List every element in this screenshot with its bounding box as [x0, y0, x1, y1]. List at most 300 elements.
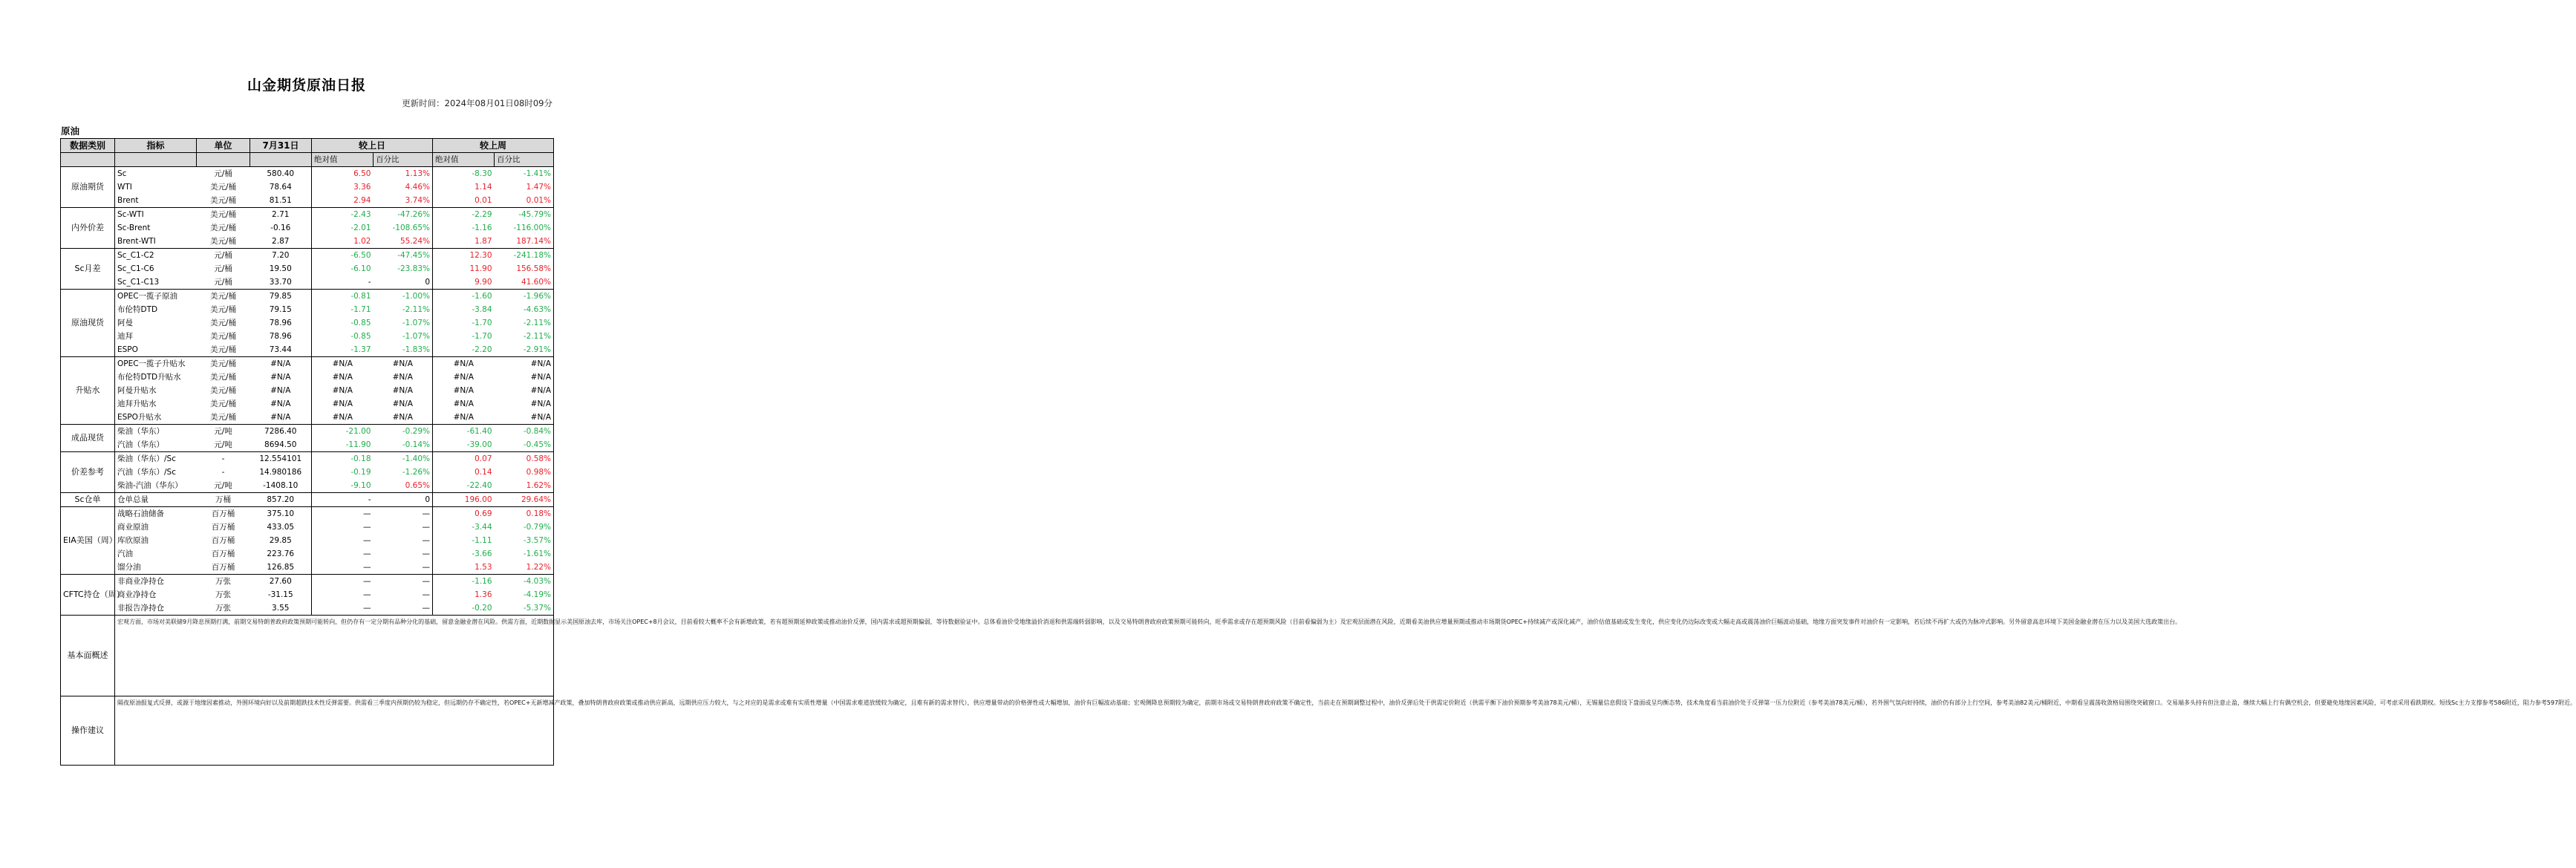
- subheader-blank: [250, 153, 312, 167]
- day-abs-cell: -21.00: [345, 427, 371, 436]
- day-pct-cell: -108.65%: [374, 221, 433, 235]
- indicator-cell: 馏分油: [115, 561, 197, 575]
- col-header-vs-day: 较上日: [312, 139, 433, 153]
- unit-cell: 元/桶: [214, 264, 232, 273]
- unit-cell: 百万桶: [211, 509, 235, 518]
- week-abs-cell: -1.60: [472, 292, 492, 301]
- unit-cell: 美元/桶: [209, 359, 237, 368]
- day-abs-cell: -9.10: [312, 479, 374, 493]
- week-abs-cell: 0.14: [475, 468, 492, 477]
- value-cell: 8694.50: [250, 438, 312, 452]
- week-abs-cell: 1.87: [433, 235, 495, 249]
- week-pct-cell: 1.22%: [495, 561, 554, 575]
- category-cell: Sc仓单: [61, 493, 115, 507]
- operation-text: 隔夜原油报复式反弹，或源于地缘因素推动，外围环境向好以及前期超跌技术性反弹需要。供需看三季度内预期仍较为稳定，但远期仍存不确定性，若OPEC+无新增减产政策，叠加特朗普政府政策或推动供应新高，远期供应压力较大，与之对应的是需求或难有实质性增量（中国需求难道放缓较为确定，且难有新的需求替代），供应增量带动的价格弹性或大幅增加，油价有巨幅波动基础；宏观侧降息预期较为确定，前期市场或交易特朗普政府政策不确定性，当前走在预期调整过程中，油价反弹后处于供需定价附近（供需平衡下油价预期参考美油78美元/桶），无锡量信息假设下盘面或呈均衡态势，技术角度看当前油价处于反弹第一压力位附近（参考美油78美元/桶），若外围气氛向好持续，油价仍有部分上行空间，参考美油82美元/桶附近，中期看呈震荡收敛格局围绕突破窗口。交易端多头持有但注意止盈，继续大幅上行有偶空机会，但要避免地缘因素风险，可考虑采用看跌期权。短线Sc主力支撑参考586附近，阻力参考597附近。: [115, 696, 554, 766]
- table-row: [61, 534, 554, 547]
- day-abs-cell: #N/A: [332, 399, 353, 408]
- day-pct-cell: —: [374, 601, 433, 616]
- week-abs-cell: 1.53: [433, 561, 495, 575]
- day-pct-cell: 4.46%: [374, 180, 433, 194]
- col-header-unit: 单位: [197, 139, 250, 153]
- day-abs-cell: -1.71: [350, 305, 371, 314]
- category-cell: Sc月差: [61, 249, 115, 290]
- indicator-cell: Sc-Brent: [115, 221, 197, 235]
- unit-cell: 万张: [197, 601, 250, 616]
- indicator-cell: 汽油（华东）: [115, 438, 197, 452]
- week-pct-cell: 187.14%: [495, 235, 554, 249]
- indicator-cell: Sc_C1-C6: [115, 262, 197, 275]
- indicator-cell: 库欣原油: [115, 534, 197, 547]
- table-row: [61, 262, 554, 275]
- unit-cell: 万桶: [197, 493, 250, 507]
- indicator-cell: Sc-WTI: [115, 208, 197, 222]
- week-pct-cell: -0.79%: [523, 523, 552, 532]
- unit-cell: 百万桶: [211, 549, 235, 558]
- value-cell: 79.15: [250, 303, 312, 316]
- week-pct-cell: 156.58%: [516, 264, 552, 273]
- day-pct-cell: 0: [374, 275, 433, 290]
- day-abs-cell: —: [363, 523, 371, 532]
- subheader-blank: [197, 153, 250, 167]
- subheader-blank: [61, 153, 115, 167]
- day-pct-cell: -1.40%: [374, 452, 433, 466]
- week-abs-cell: -1.16: [472, 577, 492, 586]
- unit-cell: 美元/桶: [197, 194, 250, 208]
- week-pct-cell: #N/A: [495, 411, 554, 425]
- value-cell: 2.71: [250, 208, 312, 222]
- value-cell: 81.51: [250, 194, 312, 208]
- unit-cell: 美元/桶: [209, 223, 237, 232]
- indicator-cell: OPEC一揽子原油: [115, 290, 197, 304]
- day-pct-cell: #N/A: [374, 397, 433, 411]
- table-row: [61, 397, 554, 411]
- week-abs-cell: 0.07: [475, 454, 492, 463]
- day-abs-cell: 6.50: [353, 169, 371, 178]
- week-abs-cell: #N/A: [453, 399, 474, 408]
- day-abs-cell: —: [363, 590, 371, 599]
- table-row: [61, 303, 554, 316]
- update-time: 更新时间：2024年08月01日08时09分: [402, 98, 552, 108]
- category-cell: 成品现货: [61, 425, 115, 452]
- subheader-pct-week: 百分比: [495, 153, 554, 167]
- indicator-cell: 汽油: [115, 547, 197, 561]
- table-row: [61, 452, 554, 466]
- indicator-cell: ESPO升贴水: [115, 411, 197, 425]
- indicator-cell: Sc_C1-C2: [115, 249, 197, 263]
- indicator-cell: 阿曼: [115, 316, 197, 330]
- unit-cell: -: [221, 454, 225, 463]
- day-abs-cell: -0.85: [350, 332, 371, 341]
- value-cell: 14.980186: [250, 466, 312, 479]
- col-header-date: 7月31日: [250, 139, 312, 153]
- week-abs-cell: 9.90: [433, 275, 495, 290]
- week-abs-cell: 1.14: [475, 183, 492, 192]
- week-abs-cell: 196.00: [433, 493, 495, 507]
- unit-cell: 万张: [215, 590, 231, 599]
- day-abs-cell: —: [312, 601, 374, 616]
- day-abs-cell: -1.37: [312, 343, 374, 357]
- week-abs-cell: -2.29: [472, 210, 492, 219]
- week-pct-cell: -4.03%: [523, 577, 552, 586]
- table-row: [61, 330, 554, 343]
- week-pct-cell: #N/A: [530, 399, 552, 408]
- day-pct-cell: —: [374, 547, 433, 561]
- week-pct-cell: -241.18%: [513, 251, 552, 260]
- day-abs-cell: -6.10: [350, 264, 371, 273]
- day-pct-cell: -1.26%: [374, 466, 433, 479]
- table-row: [61, 249, 554, 263]
- indicator-cell: OPEC一揽子升贴水: [115, 357, 197, 371]
- section-title: 原油: [61, 125, 80, 137]
- value-cell: 78.96: [250, 316, 312, 330]
- day-abs-cell: #N/A: [332, 359, 353, 368]
- unit-cell: 元/桶: [214, 251, 232, 260]
- value-cell: 73.44: [250, 343, 312, 357]
- table-row: [61, 547, 554, 561]
- operation-label: 操作建议: [61, 696, 115, 766]
- week-abs-cell: -1.16: [472, 223, 492, 232]
- day-pct-cell: -23.83%: [374, 262, 433, 275]
- unit-cell: 元/吨: [197, 438, 250, 452]
- unit-cell: 美元/桶: [209, 386, 237, 395]
- week-abs-cell: 12.30: [469, 251, 492, 260]
- unit-cell: 美元/桶: [209, 332, 237, 341]
- day-pct-cell: 3.74%: [374, 194, 433, 208]
- unit-cell: 美元/桶: [209, 319, 237, 327]
- day-pct-cell: -47.26%: [374, 208, 433, 222]
- table-row: [61, 357, 554, 371]
- subheader-abs: 绝对值: [312, 153, 374, 167]
- week-pct-cell: -5.37%: [495, 601, 554, 616]
- table-row: [61, 561, 554, 575]
- col-header-indicator: 指标: [115, 139, 197, 153]
- day-abs-cell: #N/A: [332, 386, 353, 395]
- table-row: [61, 438, 554, 452]
- day-pct-cell: —: [374, 588, 433, 601]
- table-row: [61, 507, 554, 521]
- table-row: [61, 316, 554, 330]
- day-pct-cell: —: [374, 561, 433, 575]
- day-abs-cell: 1.02: [312, 235, 374, 249]
- operation-row: [61, 696, 554, 766]
- table-row: [61, 588, 554, 601]
- unit-cell: 美元/桶: [209, 399, 237, 408]
- category-cell: 原油现货: [61, 290, 115, 357]
- day-pct-cell: #N/A: [374, 411, 433, 425]
- day-abs-cell: —: [363, 509, 371, 518]
- week-pct-cell: -1.96%: [523, 292, 552, 301]
- indicator-cell: 柴油（华东）: [115, 425, 197, 439]
- value-cell: -1408.10: [250, 479, 312, 493]
- week-abs-cell: #N/A: [453, 386, 474, 395]
- category-cell: 价差参考: [61, 452, 115, 493]
- subheader-blank: [115, 153, 197, 167]
- indicator-cell: 商业原油: [115, 521, 197, 534]
- table-row: [61, 290, 554, 304]
- value-cell: #N/A: [250, 384, 312, 397]
- value-cell: 78.96: [250, 330, 312, 343]
- unit-cell: 美元/桶: [209, 292, 237, 301]
- indicator-cell: 布伦特DTD: [115, 303, 197, 316]
- week-abs-cell: 11.90: [469, 264, 492, 273]
- day-abs-cell: -2.43: [350, 210, 371, 219]
- unit-cell: 百万桶: [197, 561, 250, 575]
- indicator-cell: 战略石油储备: [115, 507, 197, 521]
- day-abs-cell: 2.94: [312, 194, 374, 208]
- day-pct-cell: -1.00%: [374, 290, 433, 304]
- week-pct-cell: -2.11%: [523, 332, 552, 341]
- value-cell: 375.10: [250, 507, 312, 521]
- day-abs-cell: -0.18: [350, 454, 371, 463]
- indicator-cell: 仓单总量: [115, 493, 197, 507]
- indicator-cell: Sc: [115, 167, 197, 181]
- day-pct-cell: 0: [374, 493, 433, 507]
- indicator-cell: 迪拜升贴水: [115, 397, 197, 411]
- day-abs-cell: -: [312, 275, 374, 290]
- day-pct-cell: —: [374, 521, 433, 534]
- table-row: [61, 384, 554, 397]
- week-pct-cell: 1.47%: [526, 183, 552, 192]
- week-abs-cell: -3.44: [472, 523, 492, 532]
- indicator-cell: Sc_C1-C13: [115, 275, 197, 290]
- value-cell: 2.87: [250, 235, 312, 249]
- week-abs-cell: -8.30: [472, 169, 492, 178]
- table-row: [61, 275, 554, 290]
- week-pct-cell: 0.98%: [526, 468, 552, 477]
- day-pct-cell: —: [374, 575, 433, 589]
- day-pct-cell: -2.11%: [374, 303, 433, 316]
- day-pct-cell: -0.29%: [374, 425, 433, 439]
- day-pct-cell: -0.14%: [374, 438, 433, 452]
- table-row: [61, 221, 554, 235]
- day-pct-cell: -1.07%: [374, 330, 433, 343]
- week-abs-cell: #N/A: [453, 373, 474, 382]
- day-pct-cell: 0.65%: [374, 479, 433, 493]
- day-abs-cell: -0.85: [350, 319, 371, 327]
- value-cell: 580.40: [250, 167, 312, 181]
- col-header-category: 数据类别: [61, 139, 115, 153]
- crude-oil-table: [60, 138, 2576, 766]
- week-pct-cell: 0.01%: [495, 194, 554, 208]
- indicator-cell: ESPO: [115, 343, 197, 357]
- value-cell: 27.60: [250, 575, 312, 589]
- week-abs-cell: 0.69: [475, 509, 492, 518]
- value-cell: 29.85: [250, 534, 312, 547]
- unit-cell: 美元/桶: [209, 183, 237, 192]
- value-cell: 7.20: [250, 249, 312, 263]
- table-row: [61, 411, 554, 425]
- unit-cell: 元/桶: [214, 169, 232, 178]
- value-cell: 857.20: [250, 493, 312, 507]
- value-cell: 33.70: [250, 275, 312, 290]
- table-row: [61, 371, 554, 384]
- indicator-cell: 商业净持仓: [115, 588, 197, 601]
- table-row: [61, 235, 554, 249]
- header-row: [61, 139, 554, 153]
- unit-cell: 元/吨: [197, 479, 250, 493]
- indicator-cell: 柴油（华东）/Sc: [115, 452, 197, 466]
- table-row: [61, 194, 554, 208]
- week-abs-cell: -1.70: [472, 319, 492, 327]
- week-abs-cell: -3.66: [472, 549, 492, 558]
- unit-cell: 美元/桶: [209, 373, 237, 382]
- indicator-cell: Brent-WTI: [115, 235, 197, 249]
- unit-cell: 元/桶: [197, 275, 250, 290]
- value-cell: #N/A: [250, 411, 312, 425]
- day-abs-cell: -6.50: [350, 251, 371, 260]
- table-row: [61, 479, 554, 493]
- category-cell: 升贴水: [61, 357, 115, 425]
- indicator-cell: 汽油（华东）/Sc: [115, 466, 197, 479]
- table-row: [61, 601, 554, 616]
- week-abs-cell: #N/A: [453, 359, 474, 368]
- indicator-cell: 非报告净持仓: [115, 601, 197, 616]
- category-cell: EIA美国（周）: [61, 507, 115, 575]
- day-abs-cell: #N/A: [332, 373, 353, 382]
- report-title: 山金期货原油日报: [247, 77, 366, 94]
- week-abs-cell: -61.40: [466, 427, 492, 436]
- value-cell: 126.85: [250, 561, 312, 575]
- day-pct-cell: —: [374, 507, 433, 521]
- day-abs-cell: -0.19: [350, 468, 371, 477]
- category-cell: CFTC持仓（周）: [61, 575, 115, 616]
- day-pct-cell: —: [374, 534, 433, 547]
- indicator-cell: 布伦特DTD升贴水: [115, 371, 197, 384]
- table-row: [61, 521, 554, 534]
- week-pct-cell: -4.19%: [523, 590, 552, 599]
- week-pct-cell: 29.64%: [495, 493, 554, 507]
- week-pct-cell: -116.00%: [513, 223, 552, 232]
- table-row: [61, 493, 554, 507]
- table-row: [61, 167, 554, 181]
- day-abs-cell: -: [312, 493, 374, 507]
- week-pct-cell: #N/A: [530, 359, 552, 368]
- day-abs-cell: —: [363, 549, 371, 558]
- value-cell: #N/A: [250, 397, 312, 411]
- fundamentals-row: [61, 616, 554, 696]
- day-pct-cell: 55.24%: [374, 235, 433, 249]
- unit-cell: 百万桶: [211, 523, 235, 532]
- subheader-pct: 百分比: [374, 153, 433, 167]
- indicator-cell: 阿曼升贴水: [115, 384, 197, 397]
- unit-cell: 美元/桶: [209, 305, 237, 314]
- value-cell: 12.554101: [250, 452, 312, 466]
- day-abs-cell: -11.90: [312, 438, 374, 452]
- value-cell: 3.55: [250, 601, 312, 616]
- indicator-cell: Brent: [115, 194, 197, 208]
- subheader-abs-week: 绝对值: [433, 153, 495, 167]
- week-abs-cell: -3.84: [472, 305, 492, 314]
- day-abs-cell: —: [363, 536, 371, 545]
- subheader-row: [61, 153, 554, 167]
- table-row: [61, 466, 554, 479]
- week-abs-cell: 0.01: [433, 194, 495, 208]
- table-row: [61, 575, 554, 589]
- day-abs-cell: —: [363, 577, 371, 586]
- week-abs-cell: 1.36: [475, 590, 492, 599]
- week-abs-cell: -1.11: [472, 536, 492, 545]
- value-cell: 78.64: [250, 180, 312, 194]
- unit-cell: 百万桶: [211, 536, 235, 545]
- unit-cell: 美元/桶: [197, 411, 250, 425]
- value-cell: 223.76: [250, 547, 312, 561]
- week-pct-cell: -0.45%: [495, 438, 554, 452]
- week-pct-cell: -2.11%: [523, 319, 552, 327]
- value-cell: -0.16: [250, 221, 312, 235]
- category-cell: 原油期货: [61, 167, 115, 208]
- day-abs-cell: -2.01: [350, 223, 371, 232]
- day-abs-cell: —: [312, 561, 374, 575]
- week-pct-cell: 41.60%: [495, 275, 554, 290]
- day-pct-cell: #N/A: [374, 357, 433, 371]
- day-pct-cell: -47.45%: [374, 249, 433, 263]
- week-abs-cell: -0.20: [433, 601, 495, 616]
- value-cell: -31.15: [250, 588, 312, 601]
- unit-cell: 元/吨: [214, 427, 232, 436]
- week-pct-cell: -2.91%: [495, 343, 554, 357]
- day-pct-cell: -1.83%: [374, 343, 433, 357]
- value-cell: #N/A: [250, 357, 312, 371]
- week-abs-cell: -2.20: [433, 343, 495, 357]
- value-cell: 7286.40: [250, 425, 312, 439]
- week-pct-cell: 1.62%: [495, 479, 554, 493]
- value-cell: 79.85: [250, 290, 312, 304]
- day-pct-cell: 1.13%: [374, 167, 433, 181]
- week-abs-cell: -1.70: [472, 332, 492, 341]
- unit-cell: 美元/桶: [197, 343, 250, 357]
- table-row: [61, 343, 554, 357]
- value-cell: 433.05: [250, 521, 312, 534]
- week-pct-cell: #N/A: [530, 386, 552, 395]
- indicator-cell: 柴油-汽油（华东）: [115, 479, 197, 493]
- week-pct-cell: -0.84%: [523, 427, 552, 436]
- unit-cell: -: [221, 468, 225, 477]
- value-cell: #N/A: [250, 371, 312, 384]
- week-pct-cell: -1.61%: [523, 549, 552, 558]
- fundamentals-label: 基本面概述: [61, 616, 115, 696]
- value-cell: 19.50: [250, 262, 312, 275]
- table-row: [61, 208, 554, 222]
- unit-cell: 美元/桶: [197, 235, 250, 249]
- week-pct-cell: -4.63%: [523, 305, 552, 314]
- week-pct-cell: -3.57%: [523, 536, 552, 545]
- week-abs-cell: -22.40: [433, 479, 495, 493]
- unit-cell: 万张: [215, 577, 231, 586]
- week-pct-cell: 0.58%: [526, 454, 552, 463]
- week-abs-cell: #N/A: [433, 411, 495, 425]
- indicator-cell: WTI: [115, 180, 197, 194]
- week-pct-cell: -45.79%: [518, 210, 552, 219]
- week-pct-cell: #N/A: [530, 373, 552, 382]
- week-abs-cell: -39.00: [433, 438, 495, 452]
- unit-cell: 美元/桶: [209, 210, 237, 219]
- fundamentals-text: 宏观方面，市场对美联储9月降息预期打满，前期交易特朗普政府政策预期可能转向，但仍存有一定分期有品种分化的基础，留意金融业潜在风险。供需方面，近期数据显示美国原油去库，市场关注OPEC+8月会议，目前看较大概率不会有新增政策，若有超预期延伸政策或推动油价反弹，国内需求或超预期偏弱，等待数据验证中。总体看油价受地缘溢价消退和供需端转弱影响，以及交易特朗普政府政策预期可能转向，旺季需求或存在超预期风险（目前看偏弱为主）及宏观层面潜在风险，近期看美油供应增量预期或推动市场期货OPEC+持续减产或深化减产，油价估值基础或发生变化，供应变化仍边际改变或大幅走高或震荡油价巨幅波动基础，地缘方面突发事件对油价有一定影响，若后续不再扩大或仍为脉冲式影响。另外留意高息环境下美国金融业潜在压力以及美国大选政策出台。: [115, 616, 554, 696]
- week-pct-cell: -1.41%: [523, 169, 552, 178]
- col-header-vs-week: 较上周: [433, 139, 554, 153]
- day-pct-cell: #N/A: [374, 384, 433, 397]
- table-row: [61, 180, 554, 194]
- category-cell: 内外价差: [61, 208, 115, 249]
- day-abs-cell: 3.36: [353, 183, 371, 192]
- indicator-cell: 非商业净持仓: [115, 575, 197, 589]
- indicator-cell: 迪拜: [115, 330, 197, 343]
- day-pct-cell: -1.07%: [374, 316, 433, 330]
- day-abs-cell: -0.81: [350, 292, 371, 301]
- week-pct-cell: 0.18%: [526, 509, 552, 518]
- day-pct-cell: #N/A: [374, 371, 433, 384]
- day-abs-cell: #N/A: [312, 411, 374, 425]
- table-row: [61, 425, 554, 439]
